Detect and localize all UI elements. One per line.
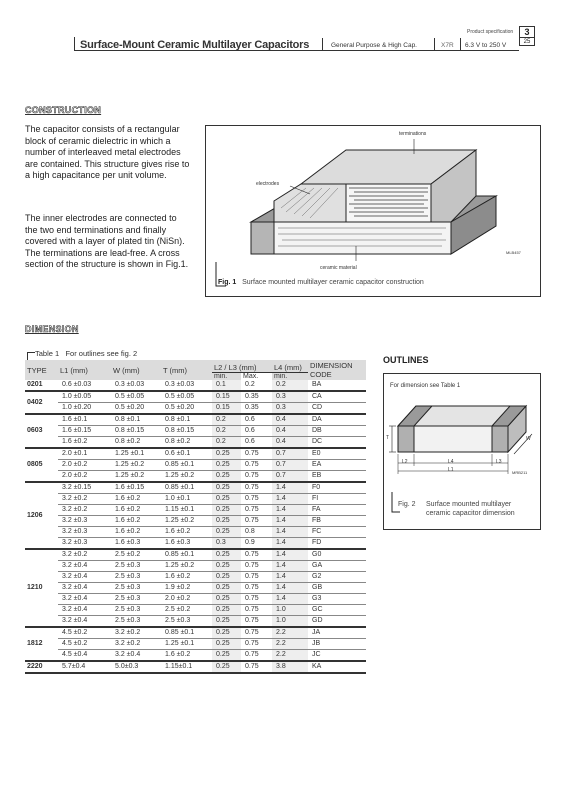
dimension-table-body <box>25 380 366 673</box>
value-cell: 3.2 ±0.4 <box>58 605 111 616</box>
value-cell: 1.6 ±0.2 <box>161 527 212 538</box>
value-cell: 2.5 ±0.3 <box>111 605 161 616</box>
value-cell: 1.4 <box>272 516 308 527</box>
value-cell: 0.25 <box>212 494 241 505</box>
value-cell: 0.8 <box>241 527 272 538</box>
value-cell: CD <box>308 403 366 415</box>
figure-1-caption <box>218 279 424 286</box>
value-cell: 0.75 <box>241 505 272 516</box>
value-cell: 0.15 <box>212 391 241 403</box>
value-cell: EB <box>308 471 366 483</box>
value-cell: 0.2 <box>272 380 308 391</box>
dim-label-l1: L1 <box>448 467 454 473</box>
table-row <box>25 391 366 403</box>
value-cell: 2.5 ±0.3 <box>111 561 161 572</box>
value-cell: GA <box>308 561 366 572</box>
header-left-bar <box>74 37 75 50</box>
value-cell: 3.2 ±0.2 <box>58 494 111 505</box>
value-cell: 3.2 ±0.4 <box>58 616 111 628</box>
value-cell: 0.25 <box>212 516 241 527</box>
value-cell: 1.6 ±0.2 <box>111 505 161 516</box>
value-cell: 2.0 ±0.2 <box>58 471 111 483</box>
value-cell: 0.25 <box>212 527 241 538</box>
value-cell: G3 <box>308 594 366 605</box>
value-cell: 0.75 <box>241 482 272 494</box>
table-row <box>25 437 366 449</box>
value-cell: 0.75 <box>241 448 272 460</box>
dim-label-l4: L4 <box>448 459 454 465</box>
value-cell: 0.75 <box>241 594 272 605</box>
table-caption <box>35 349 137 358</box>
value-cell: 5.0±0.3 <box>111 661 161 673</box>
col-l2l3: L2 / L3 (mm) <box>212 360 272 373</box>
value-cell: 0.75 <box>241 460 272 471</box>
value-cell: 1.4 <box>272 594 308 605</box>
table-row <box>25 639 366 650</box>
value-cell: 0.3 ±0.03 <box>161 380 212 391</box>
value-cell: 0.25 <box>212 572 241 583</box>
value-cell: 3.2 ±0.4 <box>58 583 111 594</box>
table-row <box>25 482 366 494</box>
value-cell: 2.5 ±0.3 <box>111 572 161 583</box>
value-cell: 3.2 ±0.15 <box>58 482 111 494</box>
value-cell: 2.0 ±0.1 <box>58 448 111 460</box>
table-row <box>25 414 366 426</box>
value-cell: 1.25 ±0.1 <box>111 448 161 460</box>
figure-2-caption-line-2: ceramic capacitor dimension <box>426 510 515 517</box>
value-cell: 1.6 ±0.2 <box>161 572 212 583</box>
value-cell: 0.7 <box>272 471 308 483</box>
label-electrodes: electrodes <box>256 181 280 187</box>
value-cell: 1.9 ±0.2 <box>161 583 212 594</box>
value-cell: GC <box>308 605 366 616</box>
value-cell: DC <box>308 437 366 449</box>
value-cell: 0.75 <box>241 583 272 594</box>
value-cell: 0.3 <box>212 538 241 550</box>
col-l1: L1 (mm) <box>58 360 111 380</box>
value-cell: 1.6 ±0.15 <box>111 482 161 494</box>
value-cell: 1.4 <box>272 527 308 538</box>
value-cell: 0.4 <box>272 426 308 437</box>
value-cell: 0.35 <box>241 391 272 403</box>
value-cell: 1.6 ±0.3 <box>161 538 212 550</box>
value-cell: 0.3 ±0.03 <box>111 380 161 391</box>
value-cell: 0.75 <box>241 616 272 628</box>
table-row <box>25 627 366 639</box>
value-cell: 0.6 ±0.03 <box>58 380 111 391</box>
table-row <box>25 471 366 483</box>
table-row <box>25 403 366 415</box>
value-cell: BA <box>308 380 366 391</box>
value-cell: 0.25 <box>212 561 241 572</box>
value-cell: 1.6 ±0.1 <box>58 414 111 426</box>
value-cell: 0.15 <box>212 403 241 415</box>
value-cell: 1.0 ±0.20 <box>58 403 111 415</box>
value-cell: 0.3 <box>272 391 308 403</box>
value-cell: 3.2 ±0.4 <box>111 650 161 662</box>
value-cell: 1.25 ±0.2 <box>161 561 212 572</box>
value-cell: 0.25 <box>212 505 241 516</box>
value-cell: 4.5 ±0.2 <box>58 627 111 639</box>
value-cell: 0.7 <box>272 448 308 460</box>
value-cell: 0.75 <box>241 494 272 505</box>
col-type: TYPE <box>25 360 58 380</box>
value-cell: FC <box>308 527 366 538</box>
voltage-range: 6.3 V to 250 V <box>465 42 507 49</box>
value-cell: 1.4 <box>272 572 308 583</box>
value-cell: 0.6 ±0.1 <box>161 448 212 460</box>
value-cell: CA <box>308 391 366 403</box>
value-cell: 1.25 ±0.2 <box>161 516 212 527</box>
table-row <box>25 505 366 516</box>
value-cell: 0.8 ±0.1 <box>111 414 161 426</box>
header-divider <box>460 38 461 51</box>
value-cell: 1.6 ±0.2 <box>111 516 161 527</box>
value-cell: EA <box>308 460 366 471</box>
value-cell: 0.5 ±0.05 <box>111 391 161 403</box>
value-cell: 5.7±0.4 <box>58 661 111 673</box>
value-cell: KA <box>308 661 366 673</box>
table-row <box>25 561 366 572</box>
value-cell: 0.25 <box>212 605 241 616</box>
value-cell: 0.5 ±0.20 <box>111 403 161 415</box>
value-cell: 1.4 <box>272 538 308 550</box>
value-cell: 1.6 ±0.2 <box>58 437 111 449</box>
figure-2-caption-line-1: Surface mounted multilayer <box>426 501 512 508</box>
value-cell: 0.5 ±0.20 <box>161 403 212 415</box>
table-row <box>25 538 366 550</box>
value-cell: 0.6 <box>241 414 272 426</box>
value-cell: FD <box>308 538 366 550</box>
value-cell: 3.2 ±0.2 <box>58 549 111 561</box>
value-cell: DA <box>308 414 366 426</box>
value-cell: 3.2 ±0.2 <box>111 639 161 650</box>
capacitor-construction-illustration <box>206 126 540 296</box>
page-total: 25 <box>523 39 531 45</box>
value-cell: 1.15±0.1 <box>161 661 212 673</box>
value-cell: 3.2 ±0.4 <box>58 572 111 583</box>
value-cell: 3.2 ±0.2 <box>111 627 161 639</box>
value-cell: 0.85 ±0.1 <box>161 482 212 494</box>
value-cell: JA <box>308 627 366 639</box>
value-cell: 1.25 ±0.2 <box>111 471 161 483</box>
value-cell: G0 <box>308 549 366 561</box>
value-cell: 4.5 ±0.4 <box>58 650 111 662</box>
table-row <box>25 650 366 662</box>
value-cell: JC <box>308 650 366 662</box>
value-cell: 2.5 ±0.3 <box>111 583 161 594</box>
col-l4: L4 (mm) <box>272 360 308 373</box>
table-row <box>25 527 366 538</box>
type-cell: 1812 <box>25 627 58 661</box>
value-cell: 1.0 <box>272 605 308 616</box>
header-divider <box>434 38 435 51</box>
value-cell: 0.75 <box>241 627 272 639</box>
table-row <box>25 448 366 460</box>
value-cell: 1.25 ±0.2 <box>111 460 161 471</box>
table-row <box>25 594 366 605</box>
value-cell: 3.2 ±0.3 <box>58 527 111 538</box>
table-row <box>25 494 366 505</box>
value-cell: 0.35 <box>241 403 272 415</box>
product-spec-label: Product specification <box>467 29 514 35</box>
type-cell: 0603 <box>25 414 58 448</box>
value-cell: 0.5 ±0.05 <box>161 391 212 403</box>
figure-1-frame <box>205 125 541 297</box>
dim-label-l3: L3 <box>496 459 502 465</box>
value-cell: 4.5 ±0.2 <box>58 639 111 650</box>
value-cell: 1.25 ±0.2 <box>161 471 212 483</box>
value-cell: 2.0 ±0.2 <box>58 460 111 471</box>
value-cell: 2.5 ±0.2 <box>111 549 161 561</box>
value-cell: 0.3 <box>272 403 308 415</box>
value-cell: JB <box>308 639 366 650</box>
table-caption-text: For outlines see fig. 2 <box>65 349 138 358</box>
value-cell: 1.0 ±0.1 <box>161 494 212 505</box>
value-cell: 1.6 ±0.15 <box>58 426 111 437</box>
label-ceramic-material: ceramic material <box>320 265 357 271</box>
dimension-heading: DIMENSION <box>25 324 79 334</box>
value-cell: 1.4 <box>272 561 308 572</box>
value-cell: 3.2 ±0.3 <box>58 538 111 550</box>
type-cell: 0201 <box>25 380 58 391</box>
value-cell: 0.85 ±0.1 <box>161 460 212 471</box>
table-row <box>25 426 366 437</box>
value-cell: 3.2 ±0.2 <box>58 505 111 516</box>
value-cell: 0.25 <box>212 594 241 605</box>
value-cell: 1.6 ±0.2 <box>161 650 212 662</box>
value-cell: FA <box>308 505 366 516</box>
value-cell: 0.8 ±0.1 <box>161 414 212 426</box>
value-cell: 2.5 ±0.3 <box>161 616 212 628</box>
value-cell: 0.4 <box>272 437 308 449</box>
value-cell: 0.7 <box>272 460 308 471</box>
value-cell: 1.4 <box>272 549 308 561</box>
construction-heading: CONSTRUCTION <box>25 105 102 115</box>
value-cell: 0.2 <box>212 414 241 426</box>
value-cell: 0.75 <box>241 471 272 483</box>
table-bracket <box>27 352 35 360</box>
table-row <box>25 460 366 471</box>
outline-figure-code: MRB211 <box>512 470 528 475</box>
value-cell: 0.85 ±0.1 <box>161 549 212 561</box>
value-cell: 1.15 ±0.1 <box>161 505 212 516</box>
label-terminations: terminations <box>399 131 427 137</box>
value-cell: 0.6 <box>241 426 272 437</box>
table-row <box>25 616 366 628</box>
value-cell: 0.6 <box>241 437 272 449</box>
sub-min: min. <box>212 373 241 381</box>
value-cell: 0.85 ±0.1 <box>161 627 212 639</box>
value-cell: 0.2 <box>212 426 241 437</box>
value-cell: 0.25 <box>212 627 241 639</box>
value-cell: GB <box>308 583 366 594</box>
value-cell: 0.8 ±0.2 <box>111 437 161 449</box>
value-cell: 0.75 <box>241 516 272 527</box>
col-w: W (mm) <box>111 360 161 380</box>
value-cell: 1.4 <box>272 494 308 505</box>
outlines-note: For dimension see Table 1 <box>390 383 461 389</box>
value-cell: 2.0 ±0.2 <box>161 594 212 605</box>
type-cell: 2220 <box>25 661 58 673</box>
page-number: 3 <box>520 27 534 38</box>
value-cell: 0.75 <box>241 572 272 583</box>
construction-paragraph-1: The capacitor consists of a rectangular block of ceramic dielectric in which a number of interleaved metal electrodes are contained. This structure gives rise to a high capacitance per unit volume. <box>25 124 190 180</box>
value-cell: DB <box>308 426 366 437</box>
value-cell: 0.8 ±0.2 <box>161 437 212 449</box>
value-cell: 0.75 <box>241 639 272 650</box>
type-cell: 1210 <box>25 549 58 627</box>
table-label: Table 1 <box>35 349 60 358</box>
value-cell: 3.8 <box>272 661 308 673</box>
value-cell: 0.25 <box>212 460 241 471</box>
value-cell: 0.25 <box>212 639 241 650</box>
value-cell: 3.2 ±0.4 <box>58 594 111 605</box>
value-cell: 1.6 ±0.2 <box>111 494 161 505</box>
col-dimension-code: DIMENSION CODE <box>308 360 366 380</box>
table-row <box>25 583 366 594</box>
value-cell: 0.75 <box>241 605 272 616</box>
value-cell: 0.25 <box>212 482 241 494</box>
value-cell: 1.6 ±0.2 <box>111 527 161 538</box>
document-title: Surface-Mount Ceramic Multilayer Capacitors <box>80 39 310 51</box>
table-row <box>25 572 366 583</box>
page-number-box <box>519 26 535 46</box>
value-cell: 2.5 ±0.3 <box>111 616 161 628</box>
figure-2-frame <box>383 373 541 530</box>
header-divider <box>322 38 323 51</box>
value-cell: 1.4 <box>272 505 308 516</box>
value-cell: 3.2 ±0.3 <box>58 516 111 527</box>
value-cell: 1.4 <box>272 482 308 494</box>
value-cell: 1.0 <box>272 616 308 628</box>
dim-label-l2: L2 <box>402 459 408 465</box>
value-cell: 1.6 ±0.3 <box>111 538 161 550</box>
figure-1-label: Fig. 1 <box>218 279 237 286</box>
value-cell: FB <box>308 516 366 527</box>
value-cell: 2.2 <box>272 650 308 662</box>
value-cell: 0.75 <box>241 549 272 561</box>
table-row <box>25 516 366 527</box>
construction-paragraph-2: The inner electrodes are connected to the two end terminations and finally covered with a layer of plated tin (NiSn). The terminations are lead-free. A cross section of the structure is shown in Fig.1. <box>25 213 189 269</box>
value-cell: 0.25 <box>212 616 241 628</box>
value-cell: 2.5 ±0.2 <box>161 605 212 616</box>
figure-code: MLB457 <box>506 250 521 255</box>
dim-label-w: W <box>526 436 531 442</box>
value-cell: 0.8 ±0.15 <box>161 426 212 437</box>
figure-1-caption-text: Surface mounted multilayer ceramic capacitor construction <box>242 279 424 286</box>
value-cell: 1.4 <box>272 583 308 594</box>
table-row <box>25 380 366 391</box>
outlines-heading: OUTLINES <box>383 355 429 365</box>
col-t: T (mm) <box>161 360 212 380</box>
table-row <box>25 605 366 616</box>
table-row <box>25 549 366 561</box>
value-cell: 2.5 ±0.3 <box>111 594 161 605</box>
value-cell: G2 <box>308 572 366 583</box>
sub-max: Max. <box>241 373 272 381</box>
value-cell: 0.4 <box>272 414 308 426</box>
value-cell: 1.25 ±0.1 <box>161 639 212 650</box>
value-cell: 1.0 ±0.05 <box>58 391 111 403</box>
value-cell: 0.75 <box>241 650 272 662</box>
value-cell: 0.25 <box>212 448 241 460</box>
value-cell: 0.8 ±0.15 <box>111 426 161 437</box>
value-cell: 0.25 <box>212 549 241 561</box>
figure-2-label: Fig. 2 <box>398 501 416 508</box>
value-cell: 0.75 <box>241 561 272 572</box>
value-cell: 0.25 <box>212 661 241 673</box>
dielectric-code: X7R <box>441 42 454 49</box>
table-row <box>25 661 366 673</box>
dim-label-t: T <box>386 435 390 441</box>
value-cell: 0.9 <box>241 538 272 550</box>
value-cell: 0.75 <box>241 661 272 673</box>
value-cell: 0.25 <box>212 471 241 483</box>
value-cell: 2.2 <box>272 627 308 639</box>
value-cell: F0 <box>308 482 366 494</box>
sub-min-l4: min. <box>272 373 308 381</box>
value-cell: E0 <box>308 448 366 460</box>
value-cell: FI <box>308 494 366 505</box>
value-cell: 2.2 <box>272 639 308 650</box>
document-subtitle: General Purpose & High Cap. <box>331 42 417 49</box>
type-cell: 0402 <box>25 391 58 414</box>
value-cell: 0.2 <box>241 380 272 391</box>
type-cell: 0805 <box>25 448 58 482</box>
dimension-table <box>25 360 366 674</box>
value-cell: 3.2 ±0.4 <box>58 561 111 572</box>
type-cell: 1206 <box>25 482 58 549</box>
value-cell: 0.25 <box>212 583 241 594</box>
value-cell: 0.1 <box>212 380 241 391</box>
value-cell: 0.2 <box>212 437 241 449</box>
value-cell: 0.25 <box>212 650 241 662</box>
value-cell: GD <box>308 616 366 628</box>
